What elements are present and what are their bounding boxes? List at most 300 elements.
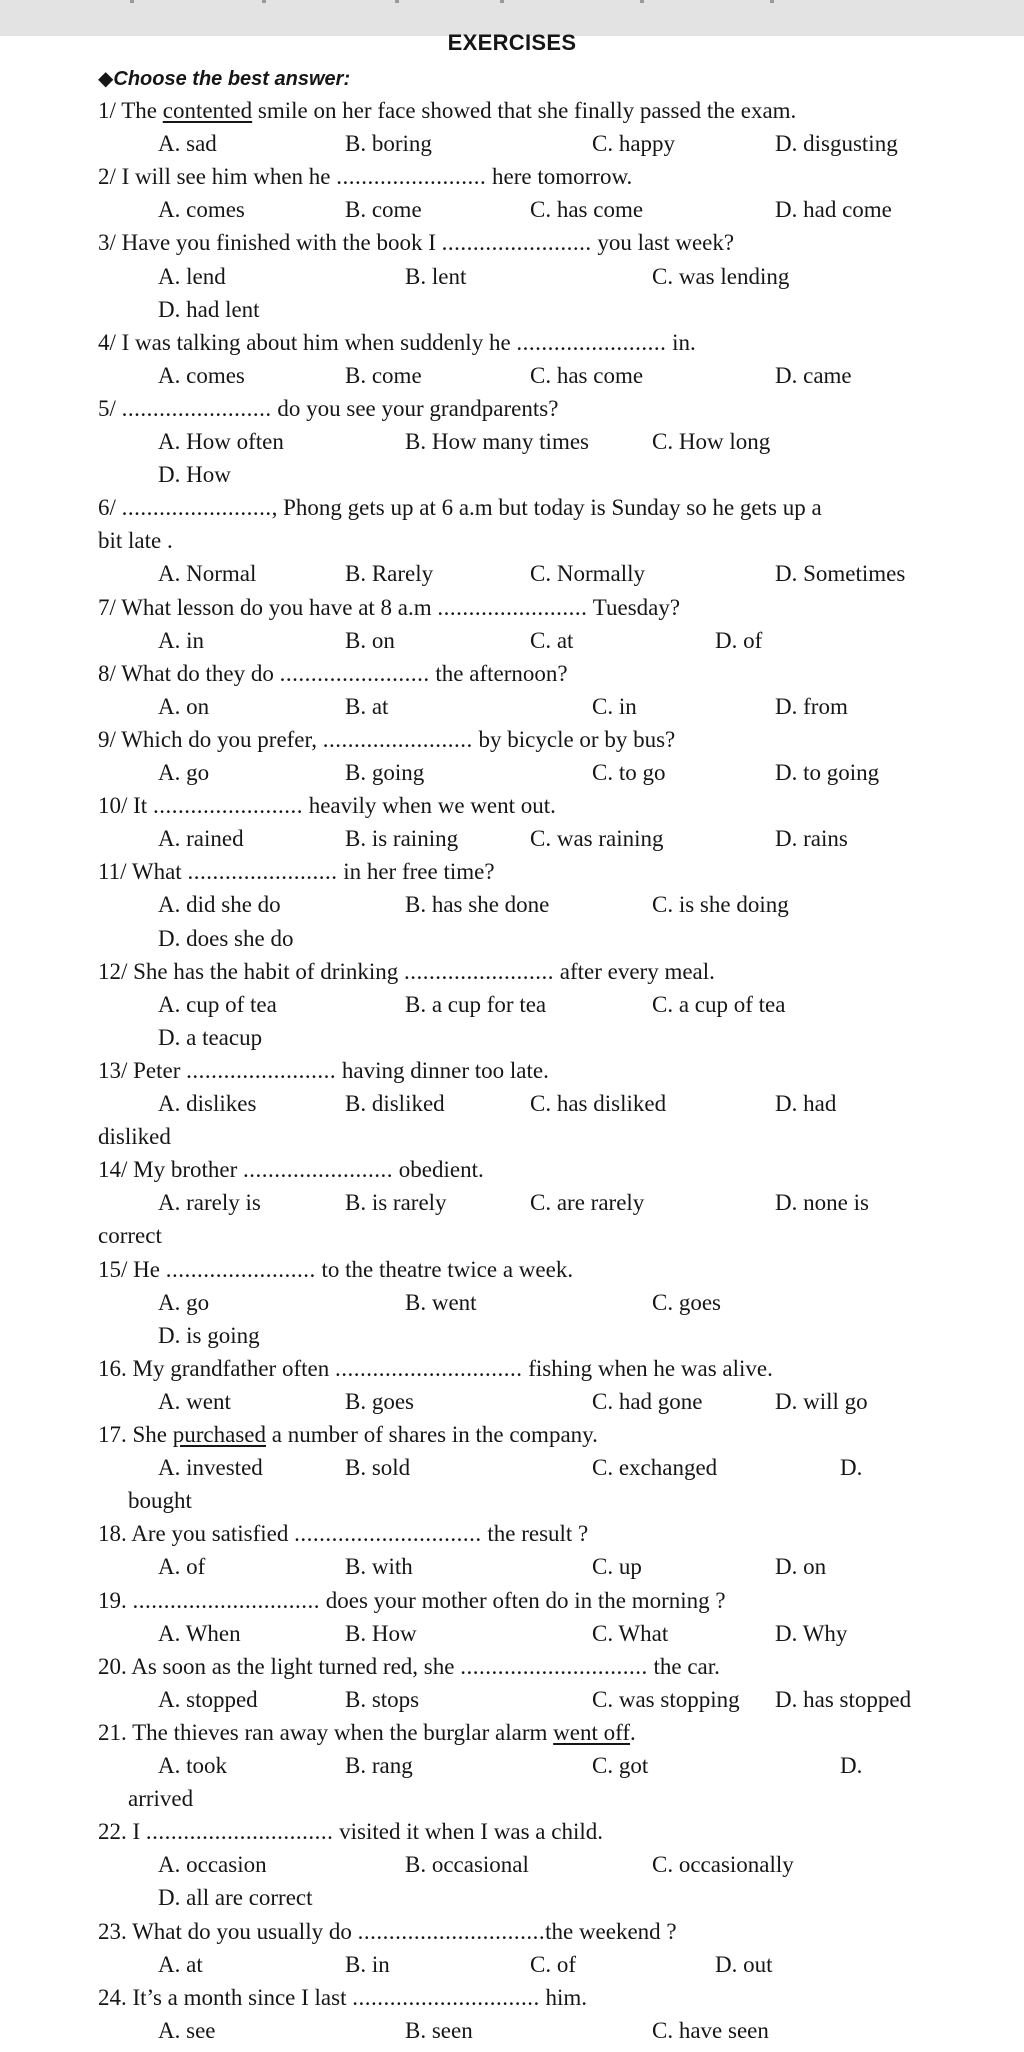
option-text: lend bbox=[180, 263, 226, 289]
option-text: sold bbox=[366, 1455, 411, 1481]
option-b bbox=[345, 627, 395, 655]
option-b bbox=[345, 759, 424, 787]
option-letter: B. bbox=[405, 892, 427, 918]
option-text: out bbox=[737, 1951, 773, 1977]
option-c bbox=[530, 627, 573, 655]
option-text: rarely is bbox=[180, 1190, 261, 1216]
option-text: boring bbox=[366, 131, 432, 157]
option-a bbox=[158, 560, 256, 588]
option-text: How bbox=[180, 462, 231, 488]
option-wrap: arrived bbox=[128, 1786, 194, 1812]
option-b bbox=[345, 825, 458, 853]
option-a bbox=[158, 1189, 261, 1217]
question-continuation: bit late . bbox=[98, 528, 173, 554]
question-text: She bbox=[126, 1422, 173, 1447]
question-number: 8/ bbox=[98, 660, 116, 686]
option-a bbox=[158, 891, 281, 919]
answer-blank: ........................ bbox=[152, 793, 303, 819]
question-text: Which do you prefer, bbox=[115, 726, 323, 752]
option-letter: C. bbox=[592, 131, 614, 157]
question-text: fishing when he was alive. bbox=[522, 1355, 773, 1381]
question-number: 20. bbox=[98, 1653, 127, 1679]
option-c bbox=[592, 1752, 648, 1780]
answer-blank: .............................. bbox=[132, 1587, 320, 1613]
option-d bbox=[775, 196, 892, 224]
option-a bbox=[158, 196, 245, 224]
option-c bbox=[530, 1951, 576, 1979]
answer-blank: ........................ bbox=[186, 1057, 337, 1083]
option-letter: B. bbox=[405, 2017, 427, 2043]
option-letter: B. bbox=[405, 1289, 427, 1315]
option-c bbox=[652, 263, 789, 291]
option-letter: C. bbox=[592, 760, 614, 785]
option-letter: B. bbox=[345, 693, 367, 719]
answer-blank: .............................. bbox=[294, 1521, 482, 1547]
option-text: from bbox=[797, 693, 848, 719]
question-1 bbox=[98, 97, 796, 125]
option-letter: B. bbox=[345, 561, 367, 587]
option-letter: A. bbox=[158, 1951, 181, 1977]
question-2 bbox=[98, 163, 632, 191]
question-number: 6/ bbox=[98, 495, 116, 521]
option-d bbox=[715, 1951, 773, 1979]
option-text: going bbox=[366, 760, 425, 785]
option-c bbox=[652, 2017, 769, 2045]
option-text: goes bbox=[673, 1289, 722, 1315]
option-letter: C. bbox=[652, 2017, 674, 2043]
option-letter: C. bbox=[530, 561, 552, 587]
option-text: dislikes bbox=[180, 1091, 257, 1116]
option-wrap: disliked bbox=[98, 1124, 171, 1150]
option-letter: A. bbox=[158, 892, 181, 918]
question-5 bbox=[98, 395, 558, 423]
question-text: The bbox=[115, 98, 163, 123]
option-c bbox=[592, 1454, 717, 1482]
option-letter: A. bbox=[158, 826, 181, 852]
option-text: will go bbox=[797, 1388, 868, 1414]
option-text: rained bbox=[180, 826, 244, 852]
option-b bbox=[345, 1620, 417, 1648]
option-a bbox=[158, 1620, 241, 1648]
question-number: 15/ bbox=[98, 1256, 128, 1282]
option-letter: D. bbox=[158, 296, 181, 322]
option-text: had come bbox=[797, 197, 892, 223]
question-text: do you see your grandparents? bbox=[271, 395, 559, 421]
option-text: occasion bbox=[180, 1852, 267, 1878]
question-12 bbox=[98, 958, 715, 986]
underlined-word: purchased bbox=[172, 1422, 266, 1447]
option-letter: A. bbox=[158, 1753, 181, 1778]
option-letter: A. bbox=[158, 362, 181, 388]
diamond-bullet-icon: ◆ bbox=[98, 68, 114, 90]
option-c bbox=[652, 891, 789, 919]
option-letter: C. bbox=[530, 1190, 552, 1216]
question-number: 5/ bbox=[98, 395, 116, 421]
option-letter: B. bbox=[345, 1753, 367, 1778]
option-text: on bbox=[797, 1554, 827, 1580]
option-letter: B. bbox=[405, 1852, 427, 1878]
question-text: . bbox=[630, 1719, 636, 1745]
option-wrap: bought bbox=[128, 1488, 192, 1514]
option-letter: B. bbox=[345, 1686, 367, 1712]
option-text: has disliked bbox=[551, 1091, 667, 1116]
option-d bbox=[840, 1752, 862, 1780]
option-a bbox=[158, 362, 245, 390]
option-d bbox=[775, 693, 848, 721]
option-text: How often bbox=[180, 429, 284, 454]
question-number: 7/ bbox=[98, 594, 116, 620]
option-d bbox=[158, 1322, 260, 1350]
question-text: The thieves ran away when the burglar alarm bbox=[126, 1719, 554, 1745]
option-letter: A. bbox=[158, 1190, 181, 1216]
question-text: My grandfather often bbox=[126, 1355, 335, 1381]
option-letter: D. bbox=[775, 1091, 798, 1116]
option-c bbox=[530, 362, 643, 390]
option-text: has stopped bbox=[797, 1686, 912, 1712]
answer-blank: ........................ bbox=[243, 1157, 394, 1183]
option-text: was stopping bbox=[613, 1686, 740, 1712]
question-text: I bbox=[126, 1819, 146, 1845]
option-letter: B. bbox=[345, 1388, 367, 1414]
option-a bbox=[158, 825, 244, 853]
option-letter: D. bbox=[840, 1455, 863, 1481]
option-letter: D. bbox=[715, 627, 738, 653]
option-text: rang bbox=[366, 1753, 413, 1778]
option-b bbox=[345, 1388, 414, 1416]
option-letter: B. bbox=[345, 1554, 367, 1580]
option-text: How many times bbox=[426, 429, 589, 454]
option-a bbox=[158, 263, 226, 291]
option-c bbox=[592, 1620, 668, 1648]
option-letter: A. bbox=[158, 1686, 181, 1712]
option-text: invested bbox=[180, 1455, 263, 1481]
option-text: happy bbox=[613, 131, 676, 157]
question-text: heavily when we went out. bbox=[302, 793, 556, 819]
option-text: a cup of tea bbox=[673, 991, 786, 1017]
option-b bbox=[405, 1851, 529, 1879]
option-text: all are correct bbox=[180, 1885, 313, 1911]
question-number: 9/ bbox=[98, 726, 116, 752]
option-text: in bbox=[366, 1951, 390, 1977]
answer-blank: .............................. bbox=[460, 1653, 648, 1679]
option-letter: A. bbox=[158, 429, 181, 454]
option-a bbox=[158, 1752, 227, 1780]
question-8 bbox=[98, 660, 568, 688]
answer-blank: ........................ bbox=[516, 329, 667, 355]
option-text: comes bbox=[180, 362, 245, 388]
option-letter: D. bbox=[158, 462, 181, 488]
question-text: He bbox=[127, 1256, 166, 1282]
option-c bbox=[530, 1090, 666, 1118]
option-d bbox=[840, 1454, 862, 1482]
question-9 bbox=[98, 726, 675, 754]
option-letter: C. bbox=[652, 892, 674, 918]
option-letter: A. bbox=[158, 693, 181, 719]
page-title: EXERCISES bbox=[447, 30, 577, 55]
question-text: As soon as the light turned red, she bbox=[126, 1653, 461, 1679]
option-text: see bbox=[180, 2017, 216, 2043]
option-text: at bbox=[551, 627, 574, 653]
question-number: 21. bbox=[98, 1719, 127, 1745]
underlined-word: went off bbox=[553, 1719, 631, 1745]
option-letter: A. bbox=[158, 1852, 181, 1878]
option-text: is going bbox=[180, 1322, 260, 1348]
option-letter: C. bbox=[592, 1620, 614, 1646]
question-23 bbox=[98, 1918, 677, 1946]
option-letter: C. bbox=[592, 1388, 614, 1414]
answer-blank: .............................. bbox=[334, 1355, 523, 1381]
option-letter: C. bbox=[652, 1289, 674, 1315]
option-letter: B. bbox=[345, 362, 367, 388]
option-text: Rarely bbox=[366, 561, 434, 587]
option-text: took bbox=[180, 1753, 228, 1778]
instruction-text: Choose the best answer: bbox=[113, 68, 351, 90]
option-c bbox=[530, 560, 645, 588]
option-text: did she do bbox=[180, 892, 281, 918]
option-letter: B. bbox=[345, 1190, 367, 1216]
option-c bbox=[530, 196, 643, 224]
option-d bbox=[775, 1686, 911, 1714]
option-text: on bbox=[366, 627, 395, 653]
question-text: you last week? bbox=[591, 230, 735, 256]
option-text: come bbox=[366, 362, 422, 388]
question-text: in. bbox=[666, 329, 696, 355]
question-text: after every meal. bbox=[554, 958, 715, 984]
option-text: What bbox=[613, 1620, 669, 1646]
option-text: sad bbox=[180, 131, 217, 157]
option-letter: C. bbox=[530, 197, 552, 223]
option-text: disgusting bbox=[797, 131, 898, 157]
option-text: in bbox=[613, 693, 637, 719]
option-d bbox=[775, 362, 852, 390]
option-c bbox=[592, 693, 637, 721]
question-number: 13/ bbox=[98, 1057, 128, 1083]
option-letter: D. bbox=[775, 1554, 798, 1580]
question-text: the afternoon? bbox=[429, 660, 568, 686]
question-22 bbox=[98, 1818, 603, 1846]
option-c bbox=[652, 428, 770, 456]
option-d bbox=[775, 759, 879, 787]
option-b bbox=[345, 1951, 390, 1979]
question-24 bbox=[98, 1984, 587, 2012]
answer-blank: .............................. bbox=[145, 1819, 334, 1845]
answer-blank: ........................ bbox=[187, 859, 338, 885]
option-text: go bbox=[180, 760, 210, 785]
option-b bbox=[405, 1289, 477, 1317]
option-letter: A. bbox=[158, 1091, 181, 1116]
option-letter: C. bbox=[652, 263, 674, 289]
option-b bbox=[405, 991, 546, 1019]
option-letter: C. bbox=[652, 1852, 674, 1878]
question-number: 12/ bbox=[98, 958, 128, 984]
option-letter: A. bbox=[158, 197, 181, 223]
question-17 bbox=[98, 1421, 598, 1449]
option-c bbox=[530, 1189, 644, 1217]
option-letter: A. bbox=[158, 263, 181, 289]
option-c bbox=[530, 825, 664, 853]
question-text: having dinner too late. bbox=[336, 1057, 549, 1083]
question-text: by bicycle or by bus? bbox=[472, 726, 676, 752]
option-text: does she do bbox=[180, 925, 294, 951]
option-d bbox=[775, 560, 905, 588]
question-number: 14/ bbox=[98, 1157, 128, 1183]
question-text: , Phong gets up at 6 a.m but today is Sunday so he gets up a bbox=[271, 495, 822, 521]
question-text: a number of shares in the company. bbox=[266, 1422, 598, 1447]
question-number: 17. bbox=[98, 1422, 127, 1447]
option-a bbox=[158, 627, 204, 655]
option-text: have seen bbox=[673, 2017, 769, 2043]
option-text: are rarely bbox=[551, 1190, 645, 1216]
option-b bbox=[405, 263, 466, 291]
option-text: stopped bbox=[180, 1686, 258, 1712]
question-number: 10/ bbox=[98, 793, 128, 819]
option-a bbox=[158, 1951, 203, 1979]
option-letter: B. bbox=[345, 627, 367, 653]
option-a bbox=[158, 428, 284, 456]
question-14 bbox=[98, 1156, 484, 1184]
option-letter: B. bbox=[345, 1455, 367, 1481]
answer-blank: ........................ bbox=[121, 495, 272, 521]
option-a bbox=[158, 1553, 205, 1581]
question-text: Are you satisfied bbox=[126, 1521, 295, 1547]
option-letter: A. bbox=[158, 131, 181, 157]
question-3 bbox=[98, 229, 734, 257]
option-text: cup of tea bbox=[180, 991, 277, 1017]
option-text: seen bbox=[426, 2017, 473, 2043]
option-a bbox=[158, 130, 217, 158]
option-text: went bbox=[180, 1388, 231, 1414]
option-a bbox=[158, 759, 209, 787]
option-text: of bbox=[737, 627, 763, 653]
question-number: 16. bbox=[98, 1355, 127, 1381]
question-18 bbox=[98, 1520, 588, 1548]
option-text: is rarely bbox=[366, 1190, 447, 1216]
question-number: 22. bbox=[98, 1819, 127, 1845]
option-text: none is bbox=[797, 1190, 869, 1216]
option-text: Why bbox=[797, 1620, 848, 1646]
option-letter: D. bbox=[775, 362, 798, 388]
question-text: the car. bbox=[647, 1653, 720, 1679]
option-letter: D. bbox=[775, 197, 798, 223]
option-text: When bbox=[180, 1620, 241, 1646]
option-b bbox=[345, 1090, 445, 1118]
option-letter: B. bbox=[345, 826, 367, 852]
option-text: go bbox=[180, 1289, 210, 1315]
question-text: My brother bbox=[127, 1157, 244, 1183]
option-text: a cup for tea bbox=[426, 991, 547, 1017]
option-text: has come bbox=[551, 197, 644, 223]
option-letter: D. bbox=[840, 1753, 863, 1778]
option-letter: C. bbox=[530, 1091, 552, 1116]
option-text: at bbox=[180, 1951, 203, 1977]
option-a bbox=[158, 1686, 258, 1714]
option-text: at bbox=[366, 693, 389, 719]
option-letter: D. bbox=[775, 131, 798, 157]
option-b bbox=[345, 1752, 413, 1780]
option-b bbox=[405, 2017, 473, 2045]
option-text: had lent bbox=[180, 296, 260, 322]
option-letter: C. bbox=[592, 1686, 614, 1712]
option-b bbox=[345, 693, 388, 721]
option-text: Normally bbox=[551, 561, 645, 587]
option-b bbox=[345, 130, 432, 158]
question-number: 19. bbox=[98, 1587, 127, 1613]
question-text: Peter bbox=[127, 1057, 187, 1083]
option-text: How long bbox=[673, 429, 771, 454]
option-text: went bbox=[426, 1289, 477, 1315]
option-letter: B. bbox=[345, 1091, 367, 1116]
answer-blank: ........................ bbox=[437, 594, 588, 620]
option-text: Sometimes bbox=[797, 561, 906, 587]
question-number: 24. bbox=[98, 1984, 127, 2010]
option-d bbox=[775, 130, 898, 158]
option-letter: C. bbox=[592, 1554, 614, 1580]
option-text: occasionally bbox=[673, 1852, 794, 1878]
question-21 bbox=[98, 1719, 636, 1747]
option-letter: A. bbox=[158, 1620, 181, 1646]
option-d bbox=[775, 825, 848, 853]
option-text: on bbox=[180, 693, 210, 719]
answer-blank: ........................ bbox=[336, 164, 487, 190]
option-c bbox=[652, 1289, 721, 1317]
question-6 bbox=[98, 494, 822, 522]
option-text: comes bbox=[180, 197, 245, 223]
question-text: to the theatre twice a week. bbox=[315, 1256, 574, 1282]
option-text: had bbox=[797, 1091, 837, 1116]
instruction bbox=[98, 64, 350, 94]
option-letter: A. bbox=[158, 1388, 181, 1414]
option-letter: C. bbox=[530, 362, 552, 388]
question-number: 4/ bbox=[98, 329, 116, 355]
option-letter: A. bbox=[158, 2017, 181, 2043]
option-d bbox=[715, 627, 762, 655]
option-letter: C. bbox=[530, 627, 552, 653]
question-text: I will see him when he bbox=[115, 164, 337, 190]
option-text: in bbox=[180, 627, 205, 653]
option-text: to going bbox=[797, 760, 880, 785]
option-c bbox=[592, 1388, 703, 1416]
question-number: 11/ bbox=[98, 859, 127, 885]
option-letter: D. bbox=[158, 1885, 181, 1911]
option-letter: D. bbox=[775, 693, 798, 719]
option-text: is she doing bbox=[673, 892, 789, 918]
option-letter: D. bbox=[775, 1190, 798, 1216]
option-a bbox=[158, 693, 209, 721]
question-15 bbox=[98, 1256, 573, 1284]
option-c bbox=[592, 1686, 740, 1714]
option-c bbox=[592, 1553, 642, 1581]
question-20 bbox=[98, 1653, 720, 1681]
option-wrap: correct bbox=[98, 1223, 162, 1249]
option-letter: A. bbox=[158, 627, 181, 653]
option-text: of bbox=[551, 1951, 577, 1977]
option-letter: B. bbox=[405, 429, 427, 454]
answer-blank: ........................ bbox=[279, 660, 430, 686]
option-letter: D. bbox=[775, 1686, 798, 1712]
option-a bbox=[158, 1454, 263, 1482]
option-a bbox=[158, 1289, 209, 1317]
option-d bbox=[158, 296, 260, 324]
option-text: got bbox=[613, 1753, 649, 1778]
option-letter: A. bbox=[158, 760, 181, 785]
option-c bbox=[592, 130, 675, 158]
option-letter: C. bbox=[652, 429, 674, 454]
question-text: smile on her face showed that she finally passed the exam. bbox=[252, 98, 797, 123]
question-text: the weekend ? bbox=[545, 1918, 677, 1944]
option-text: has she done bbox=[426, 892, 550, 918]
question-16 bbox=[98, 1355, 773, 1383]
question-text: It’s a month since I last bbox=[126, 1984, 353, 2010]
